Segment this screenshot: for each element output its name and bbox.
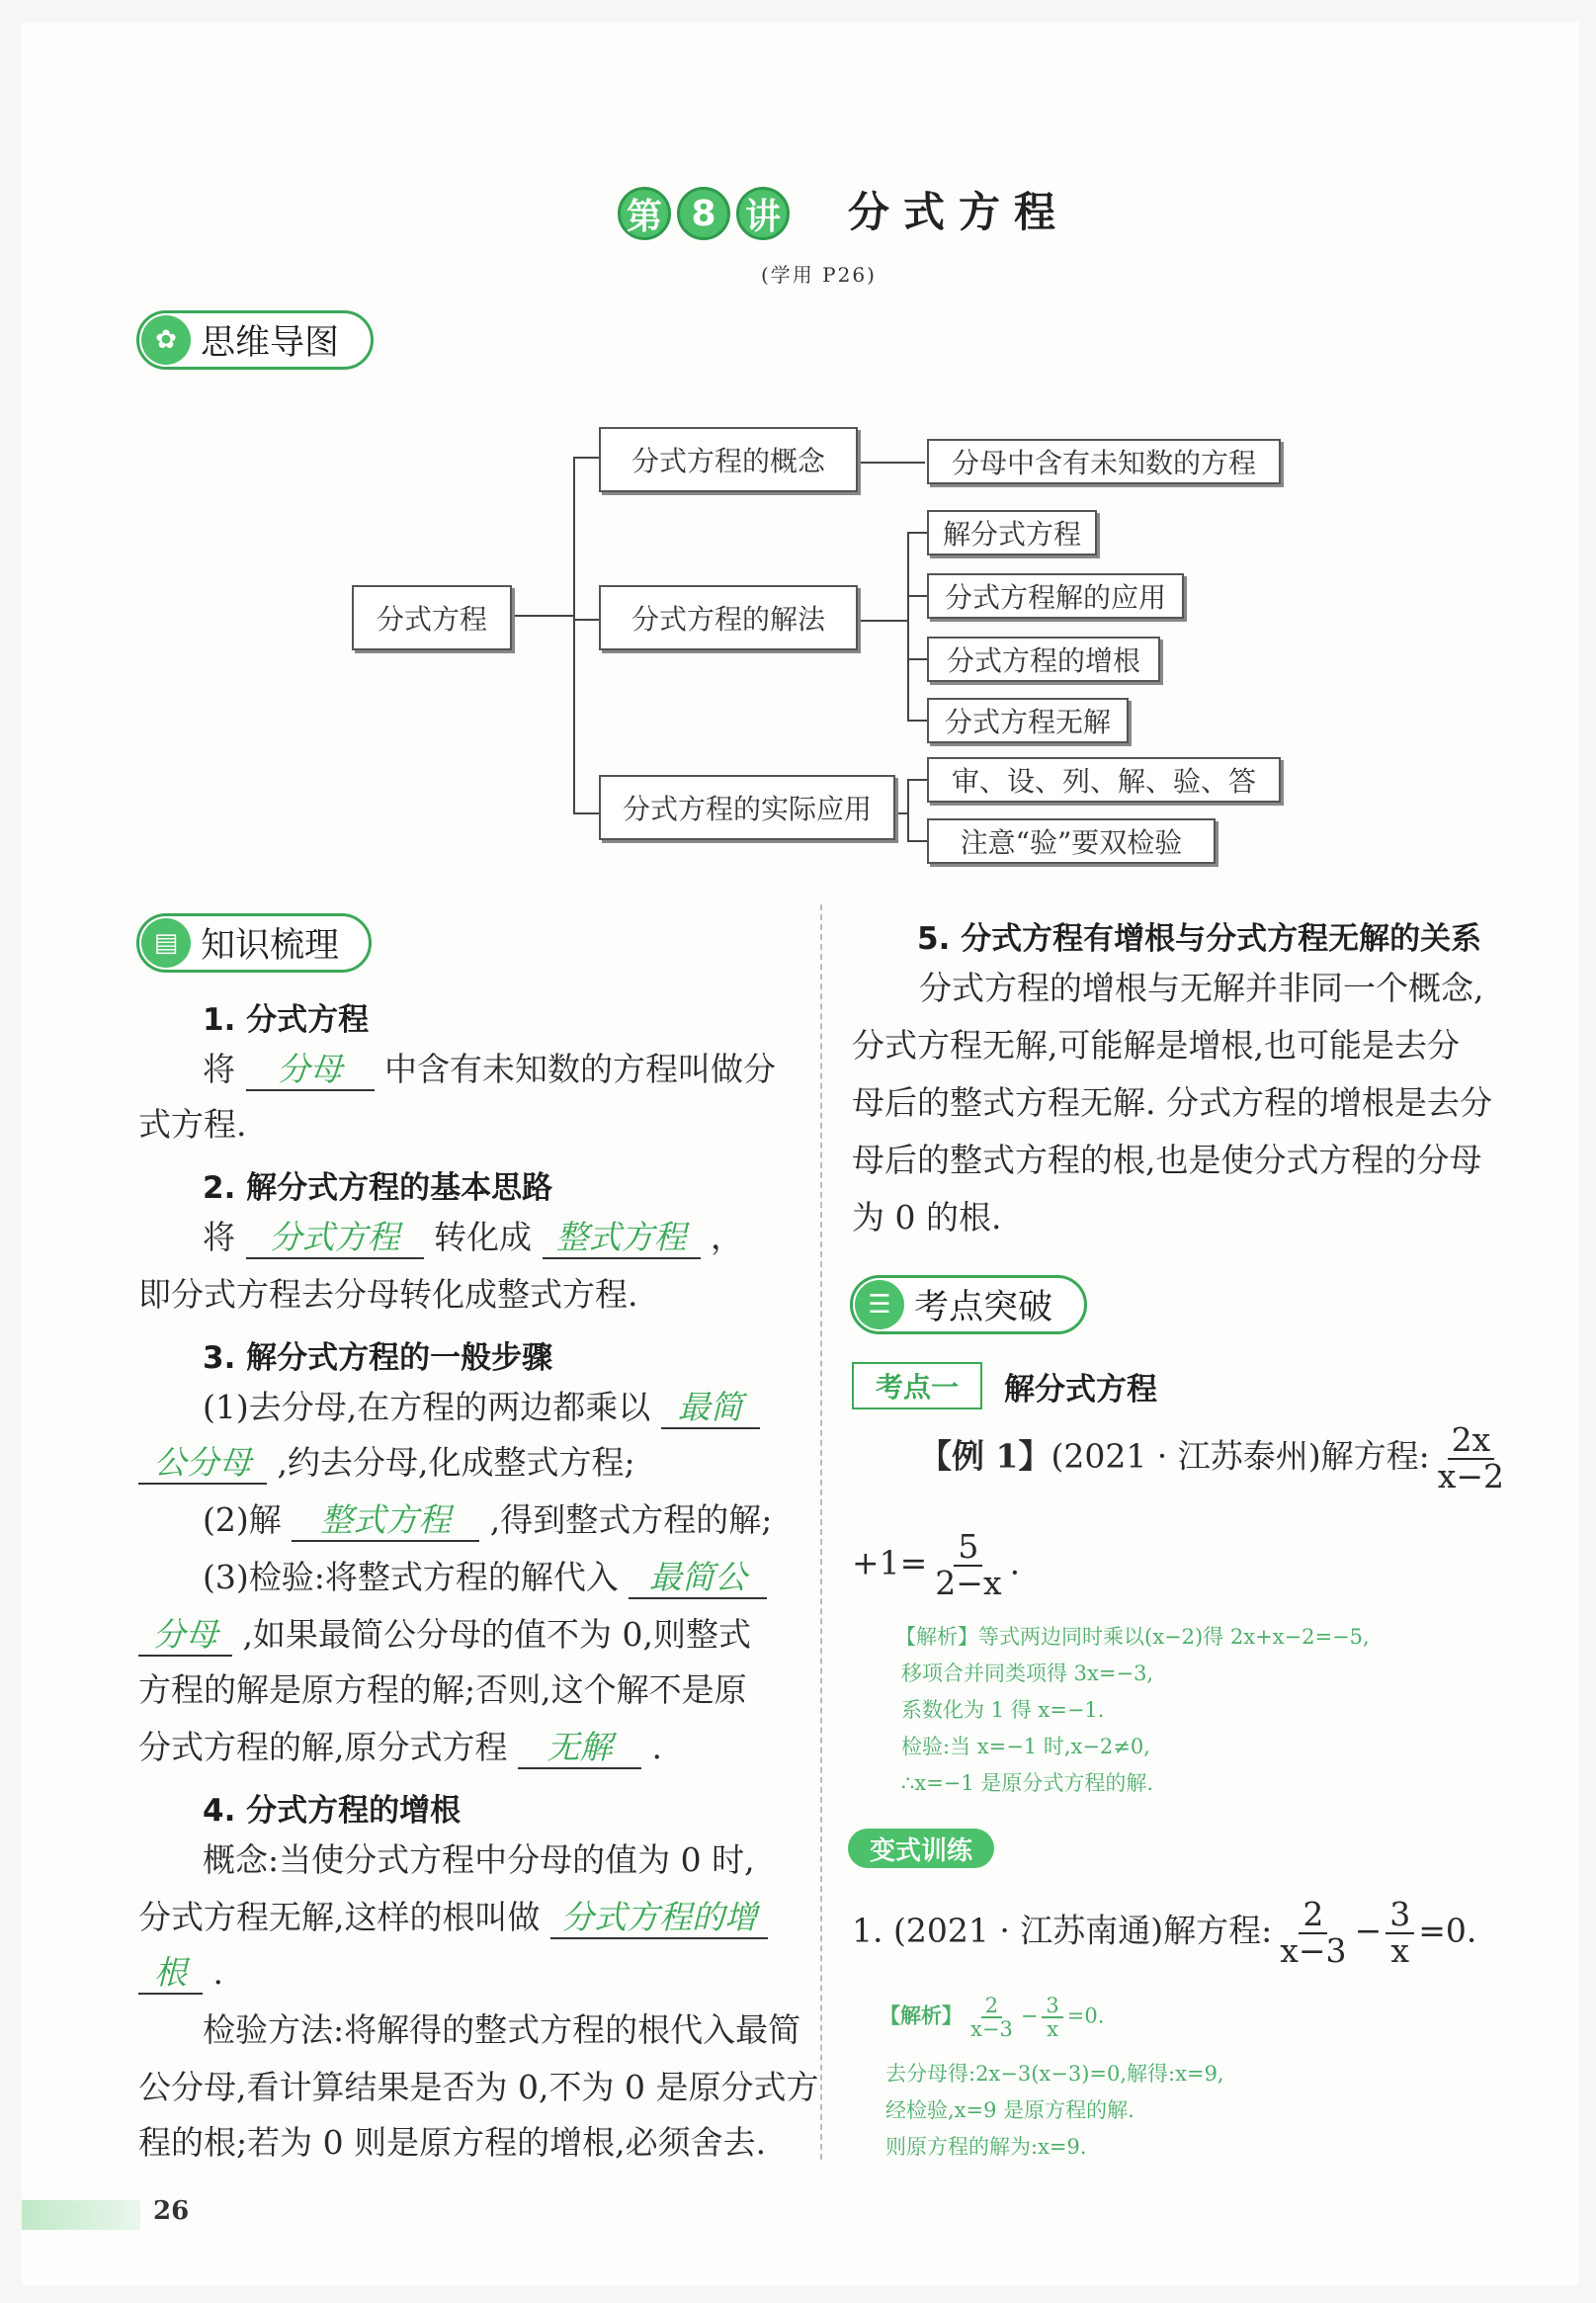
paragraph: 概念:当使分式方程中分母的值为 0 时, — [203, 1840, 755, 1879]
mindmap-leaf: 解分式方程 — [927, 510, 1097, 555]
paragraph — [138, 1443, 635, 1485]
mindmap-root: 分式方程 — [352, 585, 512, 650]
badge-char-1: 第 — [618, 187, 671, 240]
kaodian-tag: 考点一 — [852, 1362, 982, 1409]
text: =0. — [1066, 2004, 1105, 2028]
connector — [573, 619, 599, 621]
mindmap-leaf: 分式方程解的应用 — [927, 573, 1184, 619]
answer-blank: 根 — [138, 1953, 203, 1995]
lesson-title: 分式方程 — [848, 188, 1070, 236]
denominator: x−3 — [970, 2017, 1013, 2042]
connector — [907, 779, 927, 781]
solution-line: 去分母得:2x−3(x−3)=0,解得:x=9, — [885, 2062, 1224, 2086]
paragraph: 为 0 的根. — [852, 1198, 1002, 1237]
section-kaodian — [850, 1275, 1087, 1334]
connector — [573, 457, 599, 459]
footer-bar — [22, 2200, 140, 2230]
example-1 — [919, 1420, 1512, 1495]
fraction — [966, 1995, 1017, 2040]
numerator: 3 — [1042, 1995, 1062, 2018]
heading-1: 1. 分式方程 — [203, 1002, 370, 1038]
text: . — [1009, 1543, 1021, 1582]
lesson-ref: (学用 P26) — [761, 263, 877, 287]
text: 中含有未知数的方程叫做分 — [384, 1050, 776, 1088]
variant-solution — [880, 1995, 1104, 2040]
text: . — [212, 1953, 223, 1992]
connector — [858, 620, 907, 622]
answer-blank: 公分母 — [138, 1443, 267, 1485]
answer-blank: 最简公 — [629, 1558, 767, 1599]
text: ， — [711, 1218, 743, 1256]
section-kaodian-label: 考点突破 — [914, 1288, 1053, 1327]
mindmap-leaf: 注意“验”要双检验 — [927, 818, 1216, 864]
connector — [858, 462, 925, 464]
answer-blank: 最简 — [661, 1388, 760, 1429]
connector — [907, 840, 927, 842]
fraction — [1386, 1895, 1414, 1970]
lesson-badge — [618, 183, 791, 244]
paragraph — [203, 1388, 760, 1429]
numerator: 2x — [1448, 1423, 1495, 1460]
connector — [907, 658, 927, 660]
paragraph — [138, 1728, 662, 1769]
connector — [907, 720, 927, 722]
solution-line: ∴x=−1 是原分式方程的解. — [901, 1771, 1154, 1795]
paragraph — [203, 1500, 772, 1542]
text: =0. — [1418, 1911, 1477, 1950]
text: 1. (2021 · 江苏南通)解方程: — [852, 1911, 1273, 1950]
answer-blank: 无解 — [518, 1728, 641, 1769]
example-source: (2021 · 江苏泰州)解方程: — [1050, 1436, 1430, 1476]
solution-line: 【解析】等式两边同时乘以(x−2)得 2x+x−2=−5, — [895, 1625, 1370, 1649]
text: ,得到整式方程的解; — [489, 1500, 773, 1539]
denominator: 2−x — [935, 1563, 1002, 1602]
paragraph: 母后的整式方程的根,也是使分式方程的分母 — [852, 1141, 1482, 1179]
answer-blank: 整式方程 — [543, 1218, 701, 1259]
paragraph: 程的根;若为 0 则是原方程的增根,必须舍去. — [138, 2123, 767, 2162]
fraction — [1276, 1895, 1350, 1970]
solution-label: 【解析】 — [880, 2003, 963, 2028]
example-label: 【例 1】 — [919, 1436, 1051, 1476]
connector — [512, 615, 575, 617]
mindmap-leaf: 分母中含有未知数的方程 — [927, 439, 1281, 484]
text: − — [1354, 1911, 1383, 1950]
mindmap-branch-application: 分式方程的实际应用 — [599, 775, 895, 840]
mindmap-branch-method: 分式方程的解法 — [599, 585, 858, 650]
paragraph: 式方程. — [138, 1105, 247, 1144]
paragraph — [203, 1218, 743, 1259]
text: 将 — [203, 1050, 235, 1088]
connector — [573, 812, 599, 814]
text: . — [651, 1728, 662, 1766]
numerator: 3 — [1386, 1898, 1414, 1934]
paragraph: 母后的整式方程无解. 分式方程的增根是去分 — [852, 1083, 1492, 1122]
paragraph — [138, 1615, 751, 1657]
section-knowledge — [136, 913, 372, 973]
paragraph: 即分式方程去分母转化成整式方程. — [138, 1275, 638, 1314]
text: ,如果最简公分母的值不为 0,则整式 — [242, 1615, 751, 1654]
fraction — [931, 1527, 1005, 1602]
text: 将 — [203, 1218, 235, 1256]
column-divider — [820, 904, 822, 2160]
connector — [907, 532, 927, 534]
connector — [907, 779, 909, 840]
solution-line: 检验:当 x=−1 时,x−2≠0, — [901, 1735, 1150, 1758]
paragraph — [203, 1558, 767, 1599]
solution-line: 经检验,x=9 是原方程的解. — [885, 2098, 1134, 2122]
text: 分式方程的解,原分式方程 — [138, 1728, 508, 1766]
connector — [907, 532, 909, 722]
paragraph — [203, 1050, 776, 1091]
answer-blank: 分式方程的增 — [550, 1898, 768, 1939]
denominator: x — [1390, 1930, 1410, 1970]
solution-line: 系数化为 1 得 x=−1. — [901, 1698, 1105, 1722]
kaodian-title: 解分式方程 — [1004, 1372, 1157, 1407]
answer-blank: 分母 — [138, 1615, 232, 1657]
heading-2: 2. 解分式方程的基本思路 — [203, 1170, 553, 1206]
text: (2)解 — [203, 1500, 282, 1539]
heading-4: 4. 分式方程的增根 — [203, 1793, 462, 1829]
paragraph — [138, 1953, 223, 1995]
heading-5: 5. 分式方程有增根与分式方程无解的关系 — [917, 921, 1482, 957]
text: +1= — [852, 1543, 928, 1582]
question-1 — [852, 1895, 1477, 1970]
connector — [907, 595, 927, 597]
mindmap-leaf: 审、设、列、解、验、答 — [927, 757, 1281, 803]
clipboard-icon: ☰ — [855, 1280, 904, 1329]
denominator: x−2 — [1437, 1456, 1505, 1495]
text: − — [1020, 2004, 1039, 2028]
text: (1)去分母,在方程的两边都乘以 — [203, 1388, 651, 1426]
paragraph: 公分母,看计算结果是否为 0,不为 0 是原分式方 — [138, 2068, 819, 2106]
mindmap-leaf: 分式方程的增根 — [927, 637, 1160, 682]
solution-line: 移项合并同类项得 3x=−3, — [901, 1662, 1154, 1685]
page-number: 26 — [153, 2196, 190, 2226]
text: 转化成 — [434, 1218, 532, 1256]
connector — [573, 457, 575, 814]
answer-blank: 分母 — [246, 1050, 375, 1091]
numerator: 2 — [1299, 1898, 1327, 1934]
answer-blank: 整式方程 — [292, 1500, 479, 1542]
numerator: 5 — [954, 1530, 982, 1567]
text: 分式方程无解,这样的根叫做 — [138, 1898, 541, 1936]
section-mindmap-label: 思维导图 — [201, 323, 340, 363]
mindmap-leaf: 分式方程无解 — [927, 698, 1129, 743]
book-icon: ▤ — [141, 918, 191, 968]
fraction — [1434, 1420, 1508, 1495]
solution-line: 则原方程的解为:x=9. — [885, 2135, 1087, 2159]
text: ,约去分母,化成整式方程; — [277, 1443, 635, 1482]
badge-char-2: 8 — [677, 187, 730, 240]
example-1-cont — [852, 1527, 1021, 1602]
fraction — [1042, 1995, 1062, 2040]
section-knowledge-label: 知识梳理 — [201, 926, 340, 966]
variant-training-tag: 变式训练 — [848, 1829, 994, 1868]
denominator: x — [1047, 2017, 1059, 2042]
mindmap-branch-concept: 分式方程的概念 — [599, 427, 858, 492]
numerator: 2 — [981, 1995, 1002, 2018]
paragraph: 方程的解是原方程的解;否则,这个解不是原 — [138, 1670, 747, 1709]
text: (3)检验:将整式方程的解代入 — [203, 1558, 619, 1596]
brain-icon: ✿ — [141, 315, 191, 365]
denominator: x−3 — [1280, 1930, 1347, 1970]
paragraph: 分式方程的增根与无解并非同一个概念, — [919, 969, 1484, 1007]
paragraph: 分式方程无解,可能解是增根,也可能是去分 — [852, 1026, 1460, 1065]
section-mindmap — [136, 310, 374, 370]
heading-3: 3. 解分式方程的一般步骤 — [203, 1340, 553, 1376]
paragraph — [138, 1898, 768, 1939]
answer-blank: 分式方程 — [246, 1218, 424, 1259]
badge-char-3: 讲 — [736, 187, 790, 240]
paragraph: 检验方法:将解得的整式方程的根代入最简 — [203, 2010, 801, 2049]
